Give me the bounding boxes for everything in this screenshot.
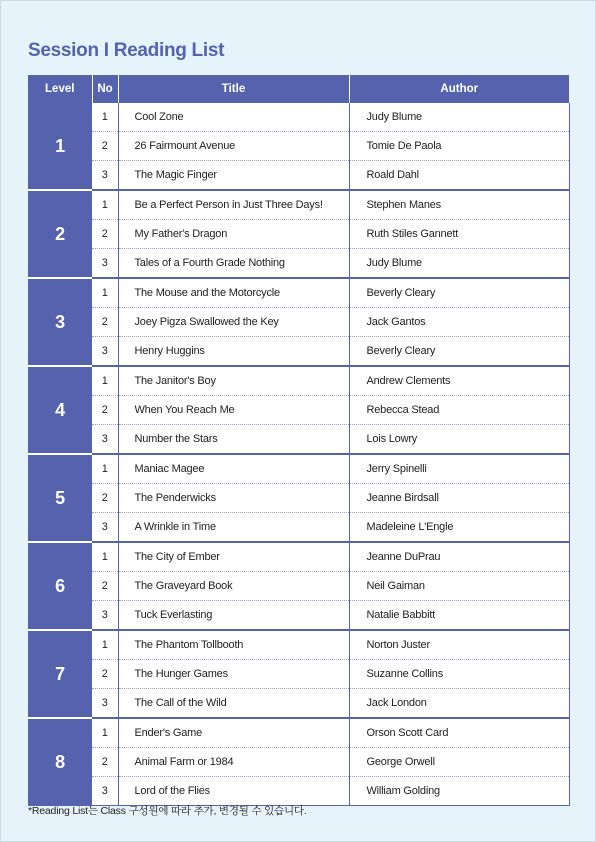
book-no-cell: 1 (92, 278, 118, 308)
book-title-cell: A Wrinkle in Time (118, 513, 349, 543)
table-row (28, 572, 569, 601)
book-title-cell: The Phantom Tollbooth (118, 630, 349, 660)
level-cell: 1 (28, 103, 92, 190)
book-author-cell: Jack London (349, 689, 569, 719)
table-row (28, 542, 569, 572)
table-row (28, 718, 569, 748)
book-no-cell: 1 (92, 366, 118, 396)
book-no-cell: 2 (92, 396, 118, 425)
book-title-cell: Tales of a Fourth Grade Nothing (118, 249, 349, 279)
book-author-cell: Judy Blume (349, 249, 569, 279)
table-row (28, 484, 569, 513)
book-title-cell: Tuck Everlasting (118, 601, 349, 631)
book-author-cell: Judy Blume (349, 103, 569, 132)
book-author-cell: Jeanne Birdsall (349, 484, 569, 513)
book-author-cell: Roald Dahl (349, 161, 569, 191)
book-no-cell: 1 (92, 190, 118, 220)
book-title-cell: Ender's Game (118, 718, 349, 748)
book-author-cell: Tomie De Paola (349, 132, 569, 161)
book-no-cell: 3 (92, 689, 118, 719)
book-no-cell: 3 (92, 777, 118, 806)
book-title-cell: The Call of the Wild (118, 689, 349, 719)
book-title-cell: The Magic Finger (118, 161, 349, 191)
book-no-cell: 1 (92, 718, 118, 748)
table-row (28, 454, 569, 484)
table-row (28, 748, 569, 777)
book-no-cell: 2 (92, 572, 118, 601)
book-no-cell: 2 (92, 748, 118, 777)
table-row (28, 425, 569, 455)
book-no-cell: 1 (92, 454, 118, 484)
table-row (28, 190, 569, 220)
book-title-cell: Henry Huggins (118, 337, 349, 367)
header-author: Author (349, 75, 569, 103)
book-author-cell: Natalie Babbitt (349, 601, 569, 631)
table-row (28, 777, 569, 806)
book-title-cell: Cool Zone (118, 103, 349, 132)
table-row (28, 308, 569, 337)
book-author-cell: George Orwell (349, 748, 569, 777)
book-title-cell: My Father's Dragon (118, 220, 349, 249)
book-no-cell: 1 (92, 630, 118, 660)
table-row (28, 220, 569, 249)
table-row (28, 630, 569, 660)
book-author-cell: Jeanne DuPrau (349, 542, 569, 572)
book-author-cell: Jerry Spinelli (349, 454, 569, 484)
table-row (28, 660, 569, 689)
book-title-cell: When You Reach Me (118, 396, 349, 425)
table-row (28, 601, 569, 631)
book-author-cell: Ruth Stiles Gannett (349, 220, 569, 249)
book-no-cell: 3 (92, 249, 118, 279)
book-no-cell: 2 (92, 308, 118, 337)
reading-list-table (28, 75, 570, 806)
book-author-cell: Suzanne Collins (349, 660, 569, 689)
level-cell: 6 (28, 542, 92, 630)
book-no-cell: 3 (92, 425, 118, 455)
book-no-cell: 1 (92, 103, 118, 132)
book-author-cell: Beverly Cleary (349, 278, 569, 308)
table-header-row (28, 75, 569, 103)
book-title-cell: The City of Ember (118, 542, 349, 572)
header-no: No (92, 75, 118, 103)
table-row (28, 278, 569, 308)
level-cell: 2 (28, 190, 92, 278)
table-row (28, 513, 569, 543)
book-author-cell: Norton Juster (349, 630, 569, 660)
level-cell: 5 (28, 454, 92, 542)
book-author-cell: Orson Scott Card (349, 718, 569, 748)
book-no-cell: 2 (92, 660, 118, 689)
table-body (28, 103, 569, 806)
level-cell: 7 (28, 630, 92, 718)
level-cell: 4 (28, 366, 92, 454)
page-title: Session I Reading List (28, 40, 225, 61)
table-row (28, 337, 569, 367)
book-no-cell: 3 (92, 513, 118, 543)
book-no-cell: 1 (92, 542, 118, 572)
book-no-cell: 3 (92, 337, 118, 367)
level-cell: 8 (28, 718, 92, 806)
header-title: Title (118, 75, 349, 103)
book-title-cell: The Hunger Games (118, 660, 349, 689)
book-title-cell: Maniac Magee (118, 454, 349, 484)
header-level: Level (28, 75, 92, 103)
book-author-cell: Madeleine L'Engle (349, 513, 569, 543)
table-row (28, 249, 569, 279)
book-author-cell: Neil Gaiman (349, 572, 569, 601)
book-no-cell: 3 (92, 161, 118, 191)
book-title-cell: 26 Fairmount Avenue (118, 132, 349, 161)
table-row (28, 689, 569, 719)
book-title-cell: The Mouse and the Motorcycle (118, 278, 349, 308)
book-author-cell: Beverly Cleary (349, 337, 569, 367)
book-author-cell: William Golding (349, 777, 569, 806)
book-title-cell: Lord of the Flies (118, 777, 349, 806)
book-no-cell: 2 (92, 132, 118, 161)
book-title-cell: The Graveyard Book (118, 572, 349, 601)
book-no-cell: 2 (92, 484, 118, 513)
table-row (28, 396, 569, 425)
book-author-cell: Jack Gantos (349, 308, 569, 337)
book-title-cell: The Janitor's Boy (118, 366, 349, 396)
book-title-cell: Number the Stars (118, 425, 349, 455)
book-title-cell: Be a Perfect Person in Just Three Days! (118, 190, 349, 220)
book-author-cell: Rebecca Stead (349, 396, 569, 425)
table-row (28, 161, 569, 191)
book-no-cell: 3 (92, 601, 118, 631)
table-row (28, 103, 569, 132)
book-author-cell: Lois Lowry (349, 425, 569, 455)
book-title-cell: The Penderwicks (118, 484, 349, 513)
book-no-cell: 2 (92, 220, 118, 249)
footnote: *Reading List는 Class 구성원에 따라 추가, 변경될 수 있습니다. (28, 805, 307, 817)
book-author-cell: Stephen Manes (349, 190, 569, 220)
level-cell: 3 (28, 278, 92, 366)
table-row (28, 366, 569, 396)
book-title-cell: Joey Pigza Swallowed the Key (118, 308, 349, 337)
book-title-cell: Animal Farm or 1984 (118, 748, 349, 777)
book-author-cell: Andrew Clements (349, 366, 569, 396)
table-row (28, 132, 569, 161)
